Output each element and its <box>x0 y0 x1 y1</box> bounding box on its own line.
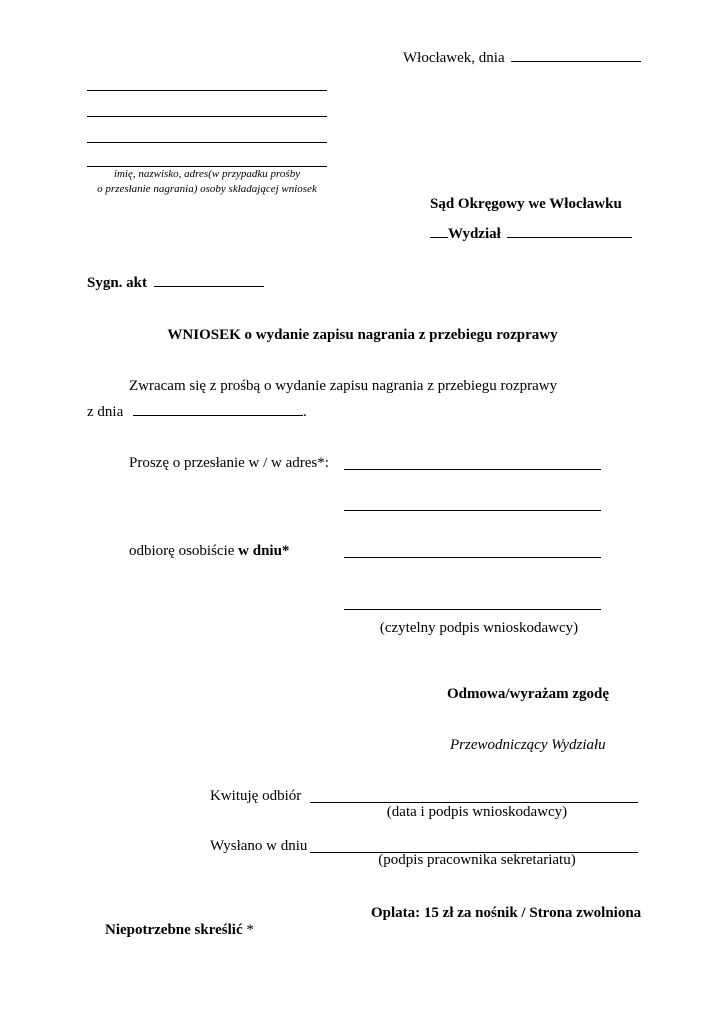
place-date-label: Włocławek, dnia <box>403 50 505 66</box>
address-line-2[interactable] <box>344 510 601 511</box>
department-name-blank[interactable] <box>507 237 632 238</box>
applicant-line-4[interactable] <box>87 166 327 167</box>
signature-caption: (czytelny podpis wnioskodawcy) <box>379 620 579 636</box>
applicant-caption-2: o przesłanie nagrania) osoby składającej wniosek <box>97 183 317 195</box>
applicant-line-2[interactable] <box>87 116 327 117</box>
from-date-blank[interactable] <box>133 415 303 416</box>
decision-label: Odmowa/wyrażam zgodę <box>447 686 610 702</box>
receipt-caption: (data i podpis wnioskodawcy) <box>386 804 568 820</box>
from-date-field: z dnia . <box>87 404 307 420</box>
applicant-caption-1: imię, nazwisko, adres(w przypadku prośby <box>113 168 301 180</box>
pickup-date-label: w dniu* <box>238 543 290 559</box>
pickup-field <box>129 543 289 560</box>
footnote <box>105 922 254 939</box>
from-date-label: z dnia <box>87 404 124 420</box>
case-ref-label: Sygn. akt <box>87 275 148 291</box>
applicant-signature-line[interactable] <box>344 609 601 610</box>
request-text: Zwracam się z prośbą o wydanie zapisu nagrania z przebiegu rozprawy <box>129 378 558 394</box>
receipt-field <box>210 788 301 805</box>
footnote-asterisk: * <box>246 922 254 938</box>
sent-caption: (podpis pracownika sekretariatu) <box>378 852 576 868</box>
receipt-line[interactable] <box>310 802 638 803</box>
sent-label: Wysłano w dniu <box>210 838 308 854</box>
document-title: WNIOSEK o wydanie zapisu nagrania z przebiegu rozprawy <box>167 327 558 343</box>
decision-signer: Przewodniczący Wydziału <box>450 737 606 753</box>
address-line-1[interactable] <box>344 469 601 470</box>
place-date-field <box>403 50 641 67</box>
court-name: Sąd Okręgowy we Włocławku <box>430 196 622 212</box>
fee-info: Oplata: 15 zł za nośnik / Strona zwolniona <box>371 905 642 921</box>
footnote-text: Niepotrzebne skreślić <box>105 922 247 938</box>
pickup-label: odbiorę osobiście <box>129 543 235 559</box>
department-label: Wydział <box>448 226 501 242</box>
department-field <box>430 226 632 243</box>
applicant-line-1[interactable] <box>87 90 327 91</box>
receipt-label: Kwituję odbiór <box>210 788 302 804</box>
send-label: Proszę o przesłanie w / w adres*: <box>129 455 329 471</box>
case-ref-field <box>87 275 264 292</box>
date-blank[interactable] <box>511 61 641 62</box>
case-ref-blank[interactable] <box>154 286 264 287</box>
pickup-date-line[interactable] <box>344 557 601 558</box>
department-number-blank[interactable] <box>430 237 448 238</box>
applicant-line-3[interactable] <box>87 142 327 143</box>
